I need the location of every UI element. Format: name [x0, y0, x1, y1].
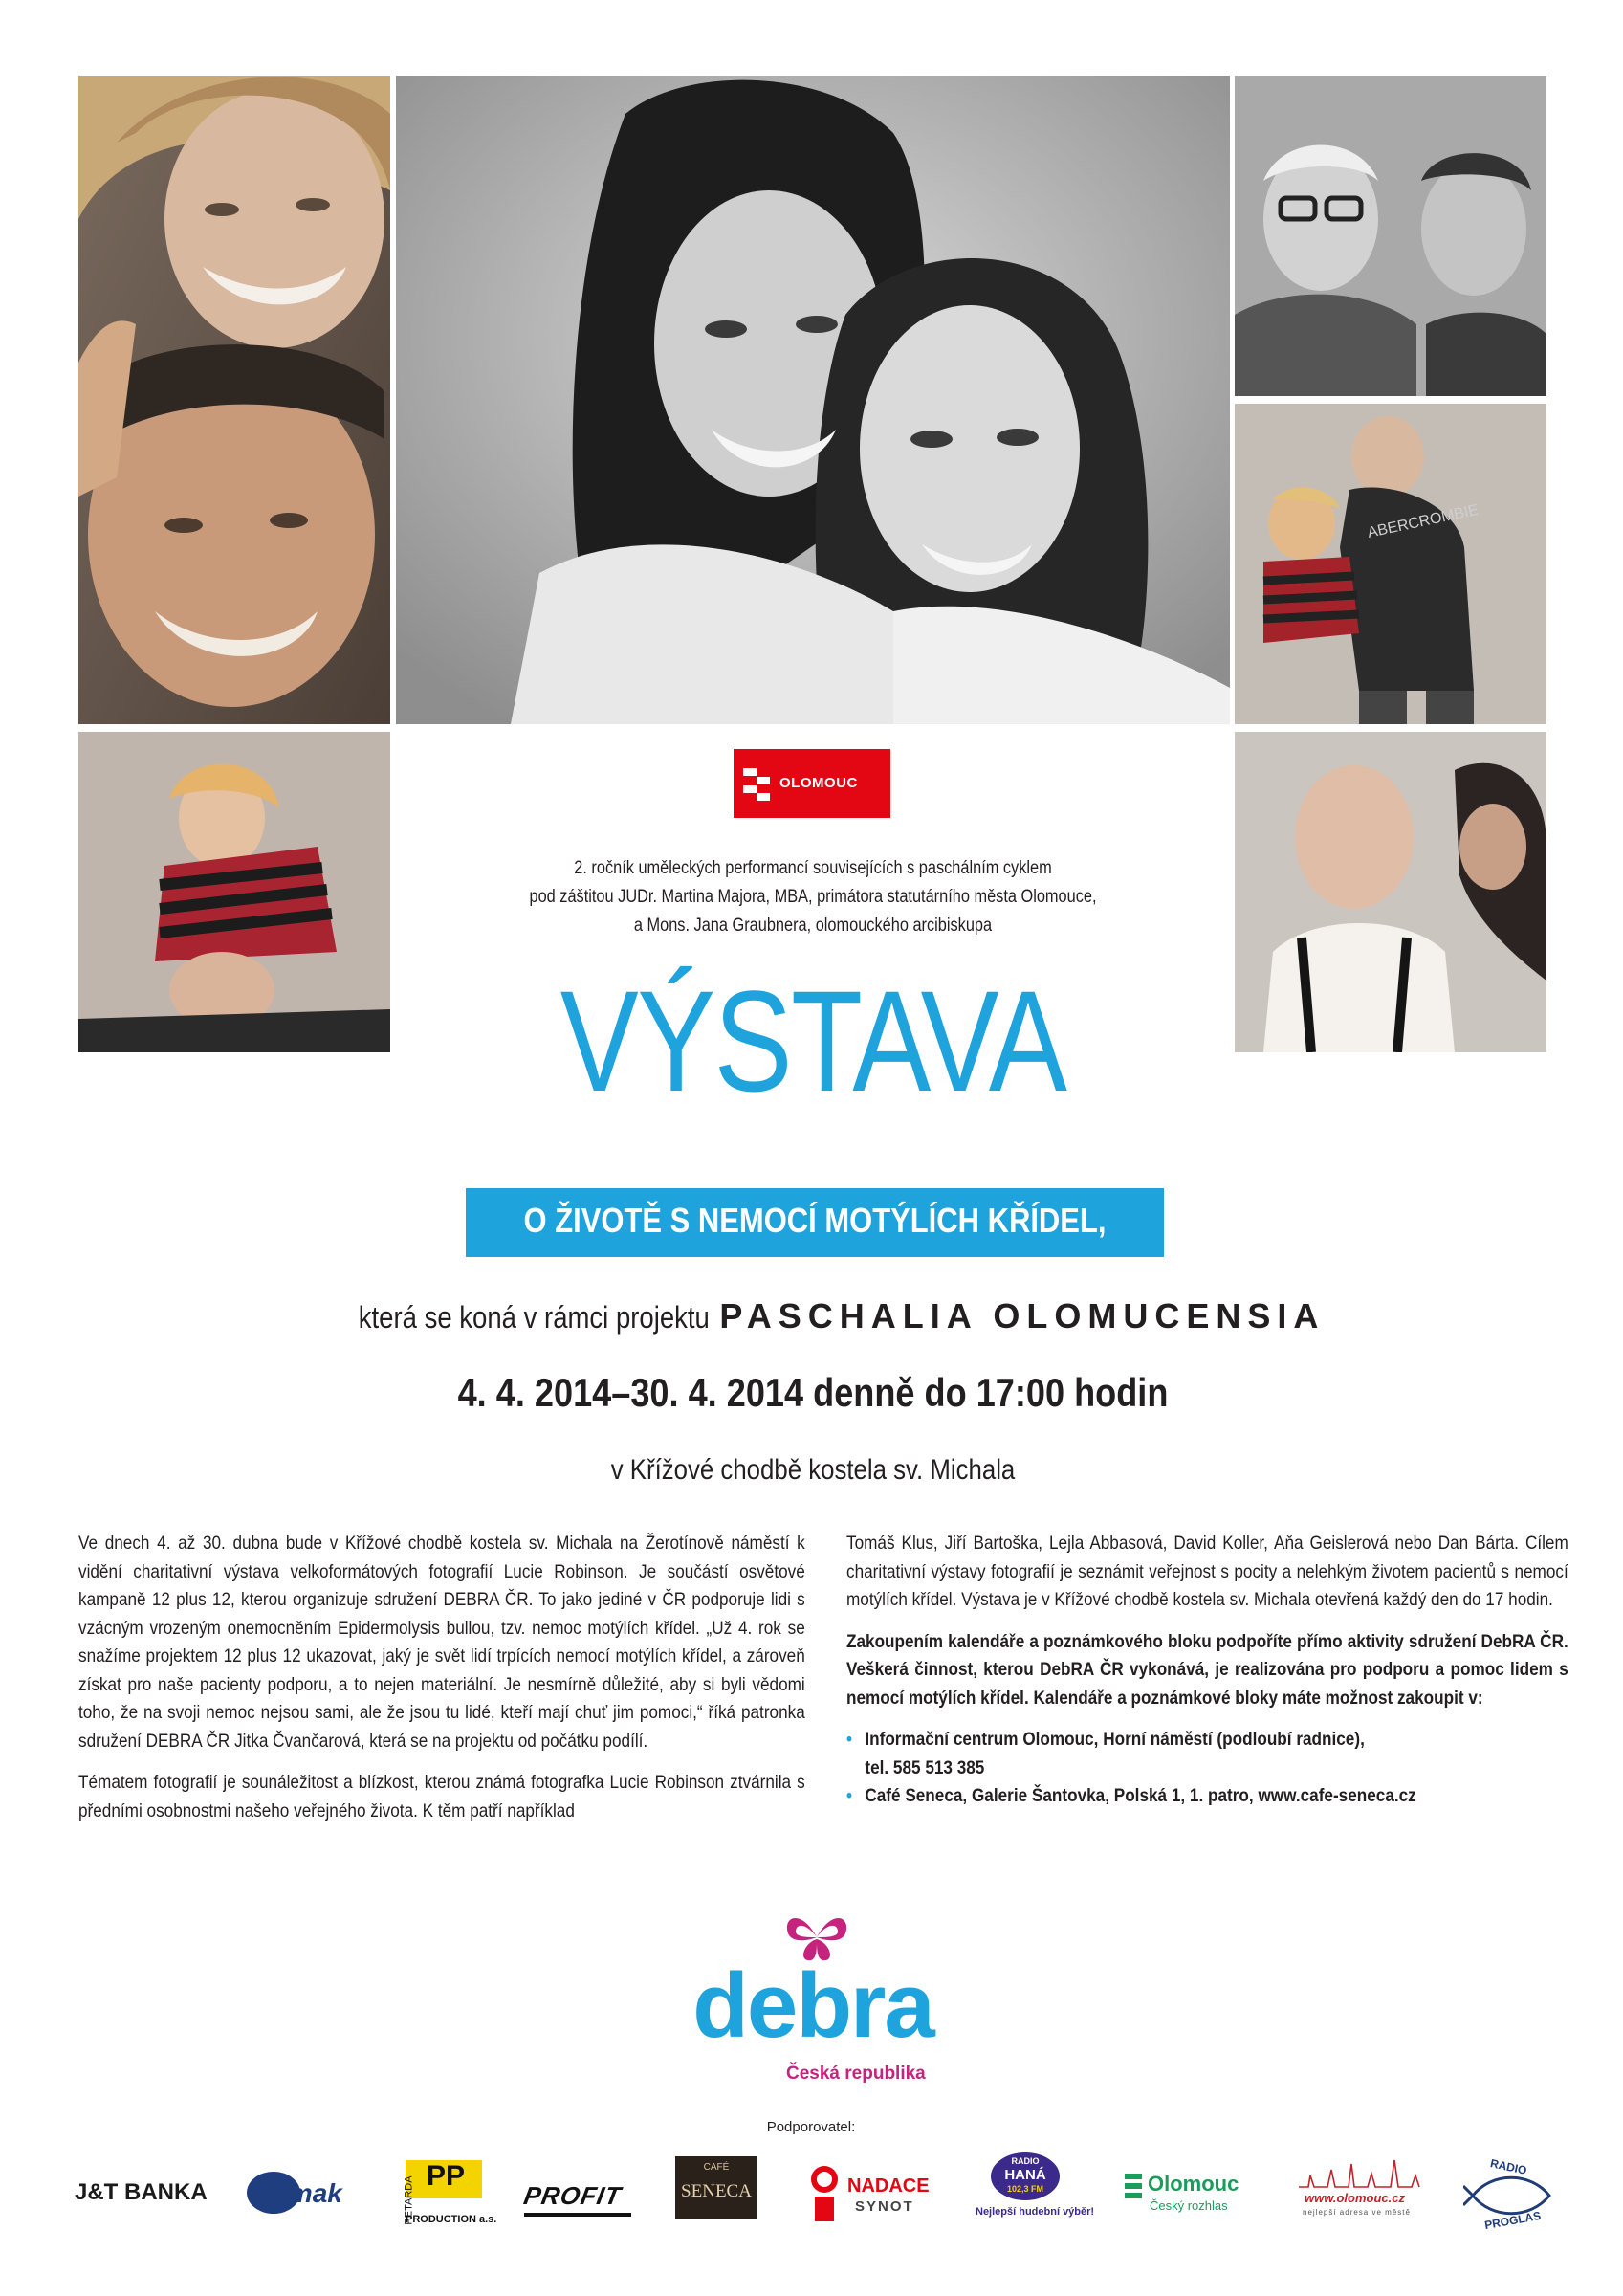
patronage-line-3: a Mons. Jana Graubnera, olomouckého arcibiskupa [633, 916, 993, 936]
cro-mark-icon [1125, 2172, 1144, 2200]
patronage-text [468, 854, 1158, 940]
event-dates: 4. 4. 2014–30. 4. 2014 denně do 17:00 hodin [457, 1370, 1169, 1415]
sponsor-jt-banka: J&T BANKA [75, 2179, 208, 2205]
body-paragraph-2: Tématem fotografií je sounáležitost a blízkost, kterou známá fotografka Lucie Robinson ztvárnila s předními osobnostmi našeho veřejného života. K těm patří například [78, 1772, 805, 1821]
body-paragraph-3: Tomáš Klus, Jiří Bartoška, Lejla Abbasová, David Koller, Aňa Geislerová nebo Dan Bárta. Cílem charitativní výstavy fotografií je seznámit veřejnost s pocity a nelehkým životem pacientů s nemocí motýlích křídel. Výstava je v Křížové chodbě kostela sv. Michala otevřená každý den do 17 hodin. [846, 1533, 1568, 1610]
photo-couple-smiling [78, 76, 390, 724]
patronage-line-2: pod záštitou JUDr. Martina Majora, MBA, primátora statutárního města Olomouce, [529, 887, 1097, 907]
subtitle-bar [466, 1188, 1164, 1257]
sponsor-radio-hana: RADIO HANÁ 102,3 FM Nejlepší hudební výběr! [976, 2152, 1100, 2239]
debra-subtitle: Česká republika [786, 2064, 926, 2084]
debra-wordmark: debra [692, 1954, 933, 2057]
sponsor-cafe-seneca: CAFÉ SENECA [675, 2152, 757, 2239]
sponsor-radio-proglas: RADIO PROGLAS [1463, 2152, 1559, 2239]
debra-logo [669, 1909, 956, 2100]
headline: VÝSTAVA [559, 960, 1066, 1121]
subtitle-text: O ŽIVOTĚ S NEMOCÍ MOTÝLÍCH KŘÍDEL, [523, 1201, 1107, 1240]
photo-two-men-playful [1235, 404, 1546, 724]
body-paragraph-4: Zakoupením kalendáře a poznámkového bloku podpoříte přímo aktivity sdružení DebRA ČR. Veškerá činnost, kterou DebRA ČR vykonává, je realizována pro podporu a pomoc lidem s nemocí motýlích křídel. Kalendáře a poznámkové bloky máte možnost zakoupit v: [846, 1630, 1568, 1709]
purchase-locations [846, 1726, 1568, 1811]
photo-two-men-glasses [1235, 76, 1546, 396]
project-lead: která se koná v rámci projektu [358, 1300, 710, 1335]
purchase-location-1: • Informační centrum Olomouc, Horní náměstí (podloubí radnice), tel. 585 513 385 [846, 1726, 1568, 1782]
body-paragraph-1: Ve dnech 4. až 30. dubna bude v Křížové chodbě kostela sv. Michala na Žerotínově náměstí k vidění charitativní výstava velkoformátových fotografií Lucie Robinson. Je součástí osvětové kampaně 12 plus 12, kterou organizuje sdružení DEBRA ČR. To jako jediné v ČR podporuje lidi s vzácným vrozeným onemocněním Epidermolysis bullou, tzv. nemoc motýlích křídel. „Už 4. rok se snažíme projektem 12 plus 12 ukazovat, jaký je svět lidí trpících nemocí motýlích křídel, a zároveň získat pro naše pacienty podporu, a to nejen materiální. Je nesmírně důležité, aby si byli vědomi toho, že na svoji nemoc nejsou sami, ale že jsou tu lidé, kteří mají chuť jim pomoci,“ říká patronka sdružení DEBRA ČR Jitka Čvančarová, která se na projektu od počátku podílí. [78, 1533, 805, 1752]
photo-two-women [396, 76, 1230, 724]
nadace-figure-icon [805, 2158, 844, 2235]
photo-woman-striped-sweater [78, 732, 390, 1052]
event-place: v Křížové chodbě kostela sv. Michala [610, 1454, 1016, 1486]
project-name: PASCHALIA OLOMUCENSIA [719, 1296, 1326, 1336]
sponsor-olomouc-web: www.olomouc.cz nejlepší adresa ve městě [1299, 2152, 1423, 2239]
purchase-location-2: • Café Seneca, Galerie Šantovka, Polská 1, 1. patro, www.cafe-seneca.cz [846, 1782, 1568, 1811]
sponsor-petarda-production: PP PETARDA PRODUCTION a.s. [403, 2160, 497, 2225]
olomouc-logo-text: OLOMOUC [779, 775, 858, 791]
city-skyline-icon [1299, 2156, 1423, 2191]
body-column-left [78, 1530, 805, 1839]
sponsor-cesky-rozhlas-olomouc: Olomouc Český rozhlas [1125, 2152, 1268, 2239]
sponsor-nadace-synot: NADACE SYNOT [805, 2152, 930, 2239]
olomouc-logo [734, 749, 890, 818]
supporters-label: Podporovatel: [766, 2119, 856, 2135]
olomouc-mark-icon [743, 768, 770, 801]
sponsor-farmak: farmak [245, 2152, 362, 2239]
project-line [191, 1296, 1435, 1336]
patronage-line-1: 2. ročník uměleckých performancí souvisejících s paschálním cyklem [574, 858, 1052, 878]
photo-man-and-woman [1235, 732, 1546, 1052]
svg-text:ABERCROMBIE: ABERCROMBIE [1366, 501, 1480, 541]
sponsor-profit: PROFIT [524, 2152, 641, 2239]
body-column-right [846, 1530, 1568, 1811]
